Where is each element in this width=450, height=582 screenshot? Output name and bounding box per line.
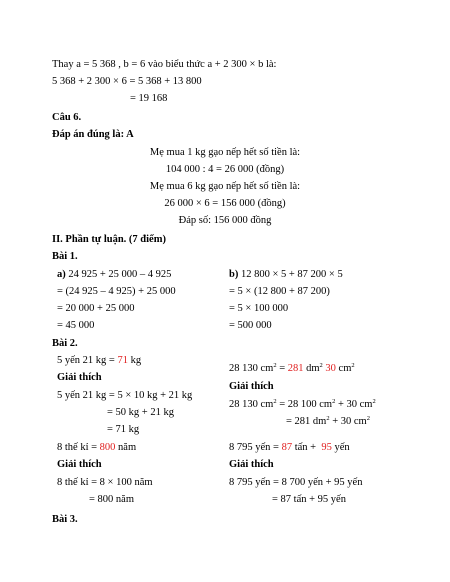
conversion-line [57, 355, 141, 367]
explanation-text: + 30 cm [335, 399, 373, 410]
exponent: 2 [372, 398, 376, 405]
explanation-line: 5 yến 21 kg = 5 × 10 kg + 21 kg [57, 390, 193, 401]
exponent: 2 [273, 398, 277, 405]
exercise-2-heading: Bài 2. [52, 338, 78, 349]
answer-value: 281 [287, 363, 304, 374]
unit-text: cm [335, 363, 352, 374]
exercise-1b-step: = 5 × 100 000 [229, 303, 289, 314]
unit-text: năm [115, 442, 137, 453]
explanation-heading: Giải thích [229, 381, 274, 392]
conversion-text: 8 thế kỉ = [57, 442, 100, 453]
exercise-1a-step: = 20 000 + 25 000 [57, 303, 135, 314]
part-2-heading: II. Phần tự luận. (7 điểm) [52, 234, 166, 245]
exponent: 2 [326, 415, 330, 422]
answer-value: 87 [281, 442, 293, 453]
item-b-label: b) [229, 269, 239, 280]
item-b-expression: 12 800 × 5 + 87 200 × 5 [240, 269, 343, 280]
exponent: 2 [319, 362, 323, 369]
unit-text: yến [331, 442, 350, 453]
answer-value: 71 [117, 355, 128, 366]
conversion-line [57, 442, 136, 454]
explanation-heading: Giải thích [229, 459, 274, 470]
explanation-line: = 50 kg + 21 kg [107, 407, 174, 418]
conversion-text: tấn + [292, 442, 322, 453]
solution-line: Mẹ mua 6 kg gạo nếp hết số tiền là: [149, 181, 301, 192]
explanation-text: = 28 100 cm [276, 399, 333, 410]
question-6-heading: Câu 6. [52, 112, 82, 123]
result-line: = 19 168 [130, 93, 168, 104]
item-a-expression: 24 925 + 25 000 – 4 925 [68, 269, 172, 280]
exponent: 2 [351, 362, 355, 369]
substitution-line: Thay a = 5 368 , b = 6 vào biểu thức a + 2 300 × b là: [52, 59, 277, 70]
exercise-1a-step: = 45 000 [57, 320, 95, 331]
explanation-text: + 30 cm [329, 416, 367, 427]
answer-value: 95 [321, 442, 332, 453]
unit-text: dm [303, 363, 320, 374]
conversion-text: = [276, 363, 288, 374]
explanation-line [286, 416, 370, 428]
answer-value: 30 [325, 363, 336, 374]
solution-line: 26 000 × 6 = 156 000 (đồng) [164, 198, 286, 209]
exercise-1b-line [229, 269, 343, 281]
final-answer-line: Đáp số: 156 000 đồng [178, 215, 272, 226]
explanation-line [229, 399, 376, 411]
answer-line: Đáp án đúng là: A [52, 129, 134, 140]
explanation-text: 28 130 cm [229, 399, 274, 410]
explanation-line: = 71 kg [107, 424, 140, 435]
conversion-line [229, 442, 350, 454]
unit-text: kg [127, 355, 142, 366]
exponent: 2 [366, 415, 370, 422]
exponent: 2 [332, 398, 336, 405]
explanation-text: = 281 dm [286, 416, 327, 427]
exercise-1b-step: = 5 × (12 800 + 87 200) [229, 286, 330, 297]
explanation-line: 8 795 yến = 8 700 yến + 95 yến [229, 477, 363, 488]
explanation-line: 8 thế kỉ = 8 × 100 năm [57, 477, 153, 488]
exercise-3-heading: Bài 3. [52, 514, 78, 525]
exercise-1a-line [57, 269, 171, 281]
exercise-1-heading: Bài 1. [52, 251, 78, 262]
explanation-line: = 800 năm [89, 494, 134, 505]
explanation-line: = 87 tấn + 95 yến [272, 494, 346, 505]
solution-line: 104 000 : 4 = 26 000 (đồng) [165, 164, 285, 175]
answer-value: 800 [99, 442, 116, 453]
exponent: 2 [273, 362, 277, 369]
explanation-heading: Giải thích [57, 372, 102, 383]
conversion-text: 5 yến 21 kg = [57, 355, 118, 366]
solution-line: Mẹ mua 1 kg gạo nếp hết số tiền là: [149, 147, 301, 158]
conversion-text: 8 795 yến = [229, 442, 282, 453]
conversion-text: 28 130 cm [229, 363, 274, 374]
exercise-1a-step: = (24 925 – 4 925) + 25 000 [57, 286, 176, 297]
conversion-line [229, 363, 355, 375]
item-a-label: a) [57, 269, 66, 280]
explanation-heading: Giải thích [57, 459, 102, 470]
exercise-1b-step: = 500 000 [229, 320, 272, 331]
expression-line: 5 368 + 2 300 × 6 = 5 368 + 13 800 [52, 76, 202, 87]
